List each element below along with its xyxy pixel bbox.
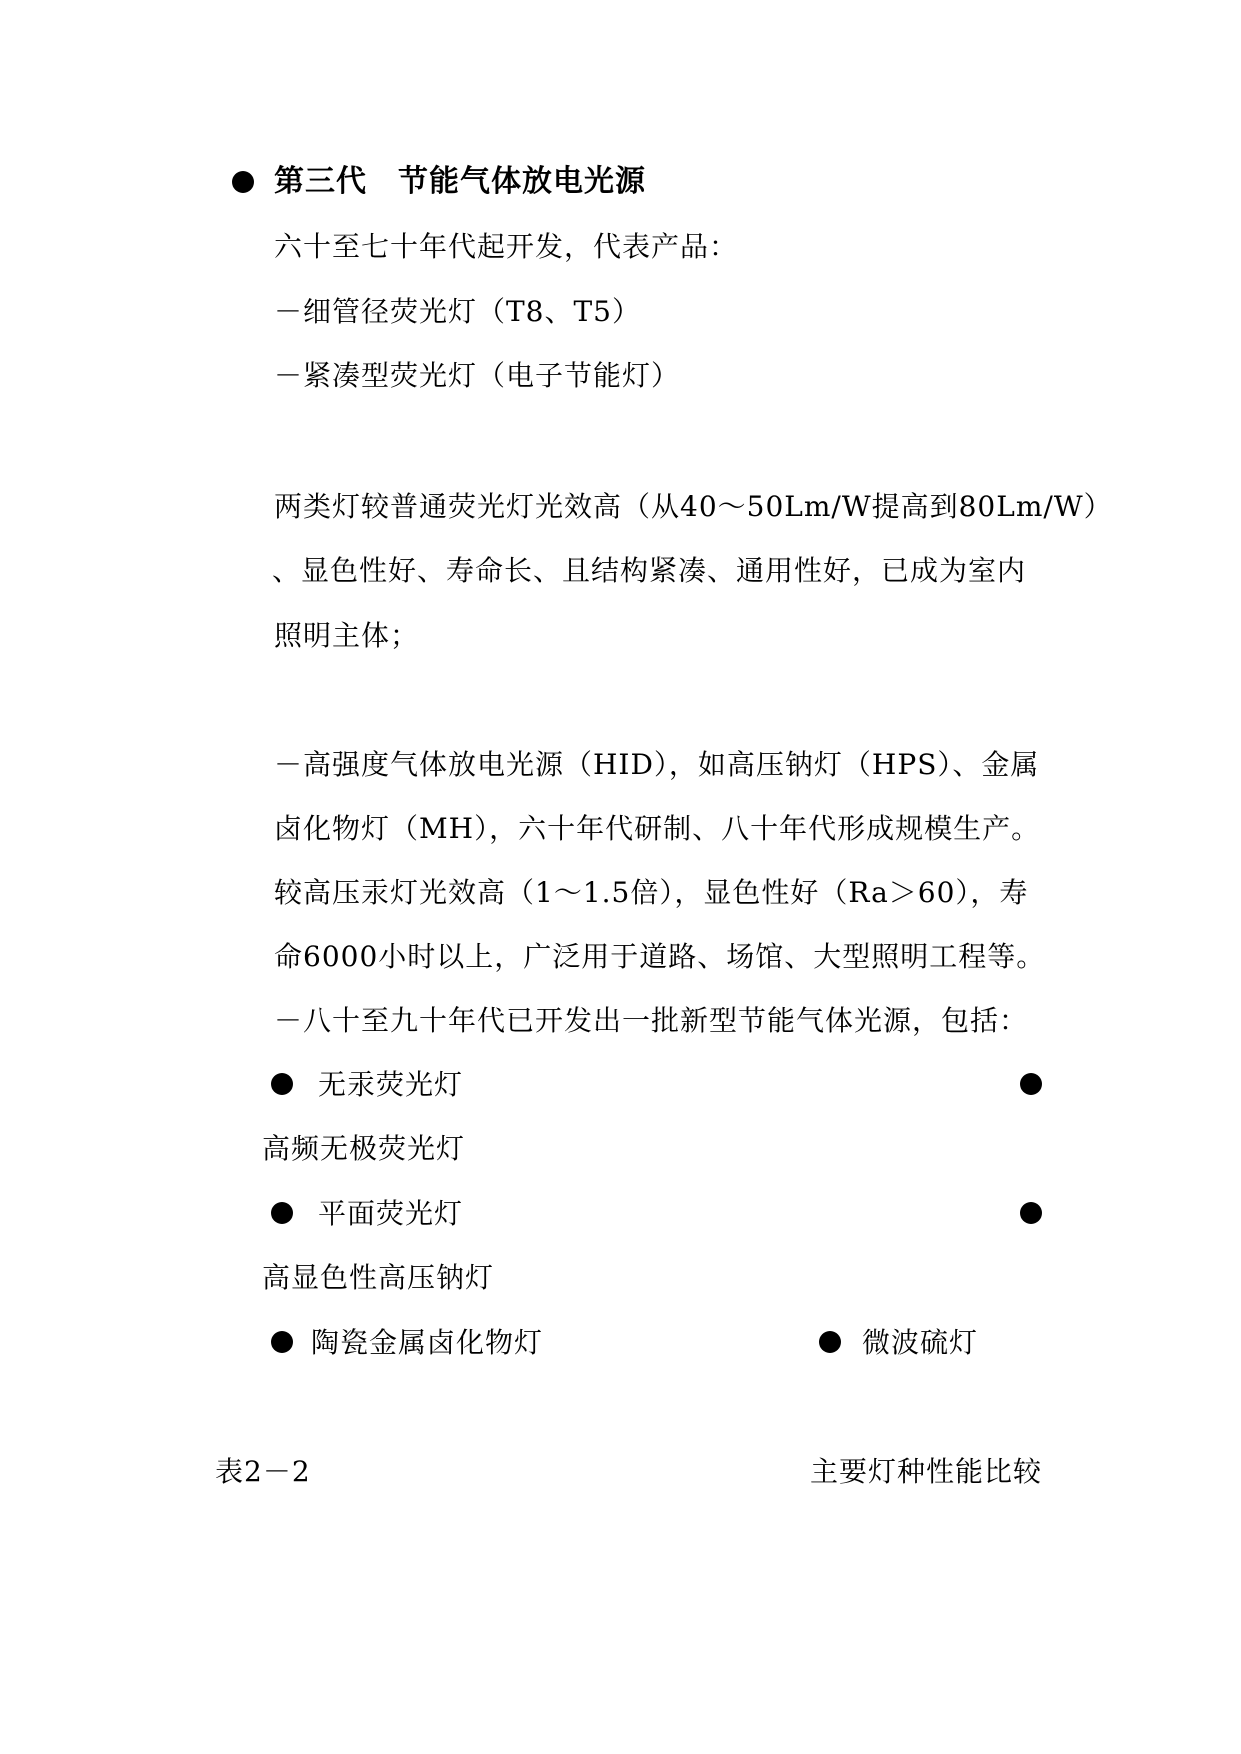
filled-circle-icon [819, 1331, 841, 1353]
para1-line-1: 两类灯较普通荧光灯光效高（从40～50Lm/W提高到80Lm/W） [274, 490, 1113, 523]
para2-line-4: 命6000小时以上，广泛用于道路、场馆、大型照明工程等。 [274, 940, 1046, 973]
list-item-3: 平面荧光灯 [318, 1197, 464, 1230]
filled-circle-icon [271, 1202, 293, 1224]
list-item-1: 无汞荧光灯 [318, 1068, 464, 1101]
intro-line-2: －细管径荧光灯（T8、T5） [274, 295, 641, 328]
para2-line-3: 较高压汞灯光效高（1～1.5倍），显色性好（Ra＞60），寿 [274, 876, 1029, 909]
para1-line-2: 、显色性好、寿命长、且结构紧凑、通用性好，已成为室内 [272, 554, 1027, 587]
section-heading: 第三代 节能气体放电光源 [274, 164, 646, 199]
filled-circle-icon [1020, 1073, 1042, 1095]
list-item-6: 微波硫灯 [862, 1326, 979, 1359]
table-number: 表2－2 [215, 1455, 311, 1488]
intro-line-3: －紧凑型荧光灯（电子节能灯） [274, 359, 681, 392]
para2-line-2: 卤化物灯（MH），六十年代研制、八十年代形成规模生产。 [274, 812, 1041, 845]
filled-circle-icon [232, 171, 254, 193]
list-item-4: 高显色性高压钠灯 [262, 1261, 495, 1294]
list-item-2: 高频无极荧光灯 [262, 1132, 466, 1165]
para2-line-5: －八十至九十年代已开发出一批新型节能气体光源，包括： [274, 1004, 1029, 1037]
list-item-5: 陶瓷金属卤化物灯 [311, 1326, 544, 1359]
para2-line-1: －高强度气体放电光源（HID），如高压钠灯（HPS）、金属 [274, 748, 1040, 781]
para1-line-3: 照明主体； [274, 619, 420, 652]
filled-circle-icon [1020, 1202, 1042, 1224]
intro-line-1: 六十至七十年代起开发，代表产品： [274, 230, 739, 263]
filled-circle-icon [271, 1331, 293, 1353]
filled-circle-icon [271, 1073, 293, 1095]
table-title: 主要灯种性能比较 [810, 1455, 1043, 1488]
